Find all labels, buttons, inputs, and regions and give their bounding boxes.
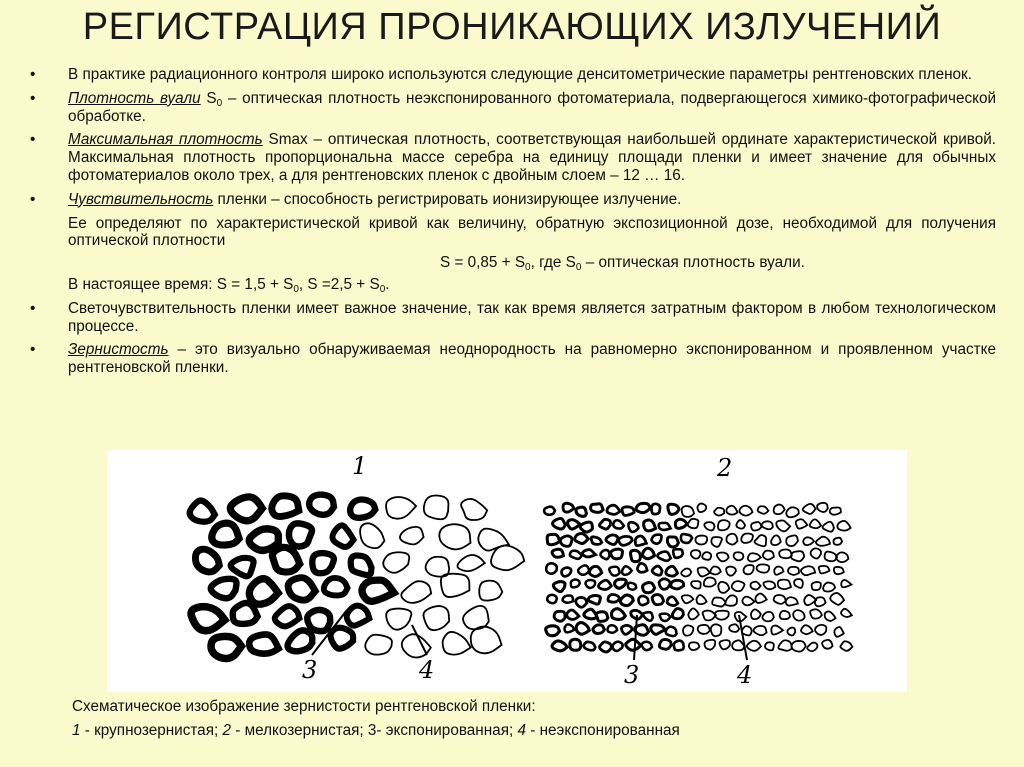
exposed-grain xyxy=(619,536,632,545)
unexposed-grain xyxy=(717,553,729,562)
exposed-grain xyxy=(643,548,655,559)
fine-grain-panel xyxy=(544,503,852,652)
exposed-grain xyxy=(589,566,601,576)
bullet-item xyxy=(30,131,996,184)
unexposed-grain xyxy=(754,626,767,635)
leader-line xyxy=(634,615,637,660)
exposed-grain xyxy=(560,536,572,546)
exposed-grain xyxy=(666,566,678,576)
unexposed-grain xyxy=(816,537,830,546)
unexposed-grain xyxy=(762,612,773,621)
exposed-grain xyxy=(611,609,625,620)
unexposed-grain xyxy=(803,504,816,514)
subscript: 0 xyxy=(379,283,386,295)
exposed-grain xyxy=(667,597,678,606)
unexposed-grain xyxy=(748,553,761,561)
unexposed-grain xyxy=(819,566,830,573)
unexposed-grain xyxy=(807,643,817,652)
bullet-text: В практике радиационного контроля широко используются следующие денситометрические параметры рентгеновских пленок. xyxy=(68,66,972,83)
unexposed-grain xyxy=(786,535,798,546)
bullet-item xyxy=(30,341,996,377)
exposed-grain xyxy=(598,580,611,589)
caption-text: - мелкозернистая; 3- экспонированная; xyxy=(231,722,518,739)
exposed-grain xyxy=(195,549,219,572)
exposed-grain xyxy=(591,504,603,513)
unexposed-grain xyxy=(810,519,821,528)
exposed-grain xyxy=(249,529,278,551)
exposed-grain xyxy=(658,552,671,561)
exposed-grain xyxy=(191,607,225,631)
exposed-grain xyxy=(553,518,566,529)
bullet-text: – это визуально обнаруживаемая неоднородность на равномерно экспонированном и проявленном участке рентгеновской пленки. xyxy=(68,341,996,377)
unexposed-grain xyxy=(703,611,716,621)
unexposed-grain xyxy=(743,565,753,574)
exposed-grain xyxy=(621,625,632,634)
exposed-grain xyxy=(289,523,312,546)
exposed-grain xyxy=(666,627,677,636)
exposed-grain xyxy=(249,579,278,605)
exposed-grain xyxy=(362,580,394,601)
nowadays-part: , S =2,5 + S xyxy=(298,275,380,293)
unexposed-grain xyxy=(360,523,384,548)
unexposed-grain xyxy=(763,551,774,560)
bullet-dot: • xyxy=(30,66,36,83)
unexposed-grain xyxy=(386,609,411,630)
unexposed-grain xyxy=(786,597,798,605)
exposed-grain xyxy=(571,580,580,588)
unexposed-grain xyxy=(729,624,739,632)
unexposed-grain xyxy=(788,567,799,575)
exposed-grain xyxy=(668,504,679,514)
unexposed-grain xyxy=(774,567,783,575)
exposed-grain xyxy=(211,636,241,658)
caption-num: 1 xyxy=(72,722,81,739)
exposed-grain xyxy=(635,536,646,546)
exposed-grain xyxy=(642,642,652,650)
label-unexposed-1: 4 xyxy=(419,656,435,684)
caption-line-1: Схематическое изображение зернистости рентгеновской пленки: xyxy=(72,698,536,715)
unexposed-grain xyxy=(747,641,761,651)
subscript: 0 xyxy=(525,262,531,274)
unexposed-grain xyxy=(726,534,737,545)
exposed-grain xyxy=(547,534,560,544)
bullet-item xyxy=(30,90,996,126)
exposed-grain xyxy=(570,551,582,559)
unexposed-grain xyxy=(830,507,841,514)
panel-label-1: 1 xyxy=(352,452,368,480)
exposed-grain xyxy=(622,507,634,516)
formula xyxy=(30,254,996,272)
unexposed-grain xyxy=(796,519,808,528)
unexposed-grain xyxy=(791,551,804,561)
exposed-grain xyxy=(568,520,581,529)
figure-caption xyxy=(72,695,972,743)
unexposed-grain xyxy=(736,520,745,529)
bullet-item xyxy=(30,300,996,336)
exposed-grain xyxy=(644,520,656,531)
unexposed-grain xyxy=(365,635,392,655)
unexposed-grain xyxy=(765,642,774,650)
exposed-grain xyxy=(637,563,647,572)
exposed-grain xyxy=(582,550,595,557)
exposed-grain xyxy=(643,583,655,593)
exposed-grain xyxy=(607,625,617,633)
unexposed-grain xyxy=(810,609,822,618)
unexposed-grain xyxy=(774,595,786,604)
term-sensitivity: Чувствительность xyxy=(68,190,214,208)
unexposed-grain xyxy=(732,640,744,650)
exposed-grain xyxy=(652,566,662,575)
unexposed-grain xyxy=(739,506,752,516)
exposed-grain xyxy=(546,563,557,573)
unexposed-grain xyxy=(691,581,701,589)
graininess-illustration xyxy=(107,450,907,692)
exposed-grain xyxy=(636,503,650,512)
exposed-grain xyxy=(233,603,258,624)
exposed-grain xyxy=(613,642,623,651)
unexposed-grain xyxy=(691,550,701,558)
unexposed-grain xyxy=(491,546,524,571)
bullet-list xyxy=(30,66,996,383)
exposed-grain xyxy=(332,525,353,547)
unexposed-grain xyxy=(734,552,744,560)
unexposed-grain xyxy=(778,640,792,651)
unexposed-grain xyxy=(471,627,502,654)
unexposed-grain xyxy=(841,580,851,587)
bullet-dot: • xyxy=(30,89,36,107)
panel-label-2: 2 xyxy=(717,454,733,482)
exposed-grain xyxy=(570,639,581,650)
unexposed-grain xyxy=(424,495,449,519)
exposed-grain xyxy=(611,549,623,559)
exposed-grain xyxy=(651,504,660,514)
unexposed-grain xyxy=(779,549,792,558)
exposed-grain xyxy=(347,606,370,626)
unexposed-grain xyxy=(762,521,773,529)
exposed-grain xyxy=(588,596,600,605)
unexposed-grain xyxy=(822,640,833,649)
exposed-grain xyxy=(350,499,375,517)
exposed-grain xyxy=(575,533,588,543)
unexposed-grain xyxy=(461,499,487,520)
unexposed-grain xyxy=(711,624,722,636)
unexposed-grain xyxy=(386,497,416,519)
unexposed-grain xyxy=(771,535,781,545)
exposed-grain xyxy=(312,553,334,573)
term-max-density: Максимальная плотность xyxy=(68,131,263,149)
caption-num: 2 xyxy=(222,722,231,739)
term-fog-density: Плотность вуали xyxy=(68,89,201,107)
unexposed-grain xyxy=(757,564,770,572)
caption-text: - неэкспонированная xyxy=(526,722,680,739)
subscript: 0 xyxy=(293,283,299,295)
unexposed-grain xyxy=(778,580,791,590)
exposed-grain xyxy=(544,507,555,515)
exposed-grain xyxy=(230,497,262,521)
exposed-grain xyxy=(620,595,633,606)
exposed-grain xyxy=(660,614,671,621)
unexposed-grain xyxy=(754,535,766,546)
exposed-grain xyxy=(630,550,640,561)
formula-part: – оптическая плотность вуали. xyxy=(581,254,805,272)
exposed-grain xyxy=(576,507,586,516)
exposed-grain xyxy=(659,639,671,649)
exposed-grain xyxy=(211,579,237,598)
exposed-grain xyxy=(607,505,620,514)
unexposed-grain xyxy=(726,567,736,576)
graininess-figure xyxy=(107,450,907,692)
unexposed-grain xyxy=(682,506,694,517)
exposed-grain xyxy=(659,579,670,589)
unexposed-grain xyxy=(834,627,843,637)
unexposed-grain xyxy=(840,641,852,651)
exposed-grain xyxy=(652,595,663,605)
exposed-grain xyxy=(288,578,315,601)
sensitivity-detail: Ее определяют по характеристической кривой как величину, обратную экспозиционной дозе, необходимой для получения оптической плотности xyxy=(68,214,996,250)
unexposed-grain xyxy=(714,508,724,516)
unexposed-grain xyxy=(688,519,699,528)
exposed-grain xyxy=(552,641,567,651)
exposed-grain xyxy=(324,578,348,595)
unexposed-grain xyxy=(712,598,726,607)
exposed-grain xyxy=(563,503,574,512)
exposed-grain xyxy=(567,610,579,619)
exposed-grain xyxy=(546,626,560,636)
exposed-grain xyxy=(628,583,636,590)
unexposed-grain xyxy=(478,529,509,551)
exposed-grain xyxy=(212,523,239,545)
caption-text: - крупнозернистая; xyxy=(80,722,223,739)
unexposed-grain xyxy=(793,610,805,621)
unexposed-grain xyxy=(776,520,790,531)
exposed-grain xyxy=(288,630,313,651)
unexposed-grain xyxy=(774,505,785,515)
exposed-grain xyxy=(671,580,684,589)
exposed-grain xyxy=(562,568,572,577)
exposed-grain xyxy=(351,556,372,575)
unexposed-grain xyxy=(786,507,798,517)
formula-part: , где S xyxy=(530,254,576,272)
unexposed-grain xyxy=(817,503,828,512)
unexposed-grain xyxy=(750,582,760,590)
symbol-s: S xyxy=(206,89,217,107)
unexposed-grain xyxy=(823,522,834,532)
unexposed-grain xyxy=(758,506,769,514)
unexposed-grain xyxy=(812,582,821,590)
exposed-grain xyxy=(190,501,215,522)
unexposed-grain xyxy=(815,625,826,635)
unexposed-grain xyxy=(837,521,850,531)
exposed-grain xyxy=(659,523,671,530)
slide-title: РЕГИСТРАЦИЯ ПРОНИКАЮЩИХ ИЗЛУЧЕНИЙ xyxy=(82,6,942,48)
unexposed-grain xyxy=(710,566,720,574)
unexposed-grain xyxy=(841,609,852,617)
exposed-grain xyxy=(275,606,300,626)
unexposed-grain xyxy=(803,537,814,545)
unexposed-grain xyxy=(479,581,502,601)
unexposed-grain xyxy=(830,593,844,605)
exposed-grain xyxy=(599,519,610,529)
exposed-grain xyxy=(615,579,627,588)
unexposed-grain xyxy=(719,640,729,649)
unexposed-grain xyxy=(457,555,484,571)
bullet-text: пленки – способность регистрировать ионизирующее излучение. xyxy=(213,190,682,208)
unexposed-grain xyxy=(833,538,842,545)
exposed-grain xyxy=(585,580,595,588)
unexposed-grain xyxy=(725,595,737,605)
unexposed-grain xyxy=(742,597,754,606)
unexposed-grain xyxy=(732,581,745,591)
unexposed-grain xyxy=(441,574,470,597)
unexposed-grain xyxy=(682,595,694,603)
exposed-grain xyxy=(674,641,684,651)
unexposed-grain xyxy=(423,606,449,630)
subscript: 0 xyxy=(575,262,582,274)
exposed-grain xyxy=(643,612,653,621)
bullet-dot: • xyxy=(30,341,36,359)
exposed-grain xyxy=(638,596,648,605)
exposed-grain xyxy=(681,534,692,543)
unexposed-grain xyxy=(771,626,783,635)
label-exposed-1: 3 xyxy=(302,656,318,684)
exposed-grain xyxy=(600,550,609,559)
exposed-grain xyxy=(578,565,589,574)
unexposed-grain xyxy=(696,595,706,604)
exposed-grain xyxy=(609,567,619,576)
unexposed-grain xyxy=(755,594,766,603)
unexposed-grain xyxy=(726,506,737,515)
nowadays-part: . xyxy=(385,275,390,293)
unexposed-grain xyxy=(439,524,470,549)
exposed-grain xyxy=(249,634,278,653)
bullet-item xyxy=(30,66,996,84)
unexposed-grain xyxy=(383,552,409,573)
exposed-grain xyxy=(628,522,638,532)
unexposed-grain xyxy=(791,641,805,652)
exposed-grain xyxy=(552,549,563,557)
exposed-grain xyxy=(563,595,574,602)
subscript: 0 xyxy=(216,97,223,109)
unexposed-grain xyxy=(704,522,714,530)
bullet-item xyxy=(30,191,996,209)
unexposed-grain xyxy=(681,569,691,577)
term-graininess: Зернистость xyxy=(68,341,169,359)
exposed-grain xyxy=(554,611,565,621)
unexposed-grain xyxy=(698,567,710,576)
unexposed-grain xyxy=(401,581,431,603)
label-exposed-2: 3 xyxy=(624,661,640,689)
exposed-grain xyxy=(272,496,299,517)
exposed-grain xyxy=(652,535,662,544)
exposed-grain xyxy=(272,547,299,572)
unexposed-grain xyxy=(751,609,761,619)
unexposed-grain xyxy=(695,536,707,545)
exposed-grain xyxy=(622,566,632,575)
unexposed-grain xyxy=(718,582,729,593)
exposed-grain xyxy=(667,537,678,547)
unexposed-grain xyxy=(702,552,711,560)
coarse-grain-panel xyxy=(190,495,525,659)
exposed-grain xyxy=(231,558,254,576)
exposed-grain xyxy=(547,595,557,603)
unexposed-grain xyxy=(689,642,700,650)
unexposed-grain xyxy=(741,533,753,542)
exposed-grain xyxy=(599,642,611,652)
unexposed-grain xyxy=(815,597,826,606)
nowadays-line xyxy=(30,276,996,294)
unexposed-grain xyxy=(763,581,775,589)
bullet-dot: • xyxy=(30,131,36,149)
unexposed-grain xyxy=(834,567,844,574)
unexposed-grain xyxy=(801,625,813,634)
exposed-grain xyxy=(608,594,620,602)
unexposed-grain xyxy=(688,608,698,619)
exposed-grain xyxy=(606,535,618,545)
unexposed-grain xyxy=(801,566,815,575)
bullet-dot: • xyxy=(30,190,36,208)
leader-line xyxy=(739,615,747,660)
exposed-grain xyxy=(626,639,641,650)
exposed-grain xyxy=(553,582,565,592)
bullet-text: Светочувствительность пленки имеет важное значение, так как время является затратным фактором в любом технологическом процессе. xyxy=(68,299,996,335)
exposed-grain xyxy=(593,625,604,634)
unexposed-grain xyxy=(825,611,836,620)
unexposed-grain xyxy=(704,578,716,587)
unexposed-grain xyxy=(705,640,716,650)
exposed-grain xyxy=(591,537,601,545)
unexposed-grain xyxy=(751,522,761,530)
unexposed-grain xyxy=(718,520,730,530)
label-unexposed-2: 4 xyxy=(737,661,753,689)
unexposed-grain xyxy=(698,625,710,634)
unexposed-grain xyxy=(711,537,722,547)
exposed-grain xyxy=(576,623,589,635)
exposed-grain xyxy=(584,642,596,650)
unexposed-grain xyxy=(794,579,803,588)
caption-line-2 xyxy=(72,719,972,743)
caption-num: 4 xyxy=(517,722,526,739)
exposed-grain xyxy=(675,519,687,528)
unexposed-grain xyxy=(811,548,821,558)
nowadays-part: В настоящее время: S = 1,5 + S xyxy=(68,275,294,293)
exposed-grain xyxy=(673,549,683,558)
exposed-grain xyxy=(651,625,665,635)
exposed-grain xyxy=(309,495,334,515)
unexposed-grain xyxy=(683,625,693,635)
exposed-grain xyxy=(576,597,587,607)
formula-part: S = 0,85 + S xyxy=(440,254,526,272)
exposed-grain xyxy=(672,609,683,619)
exposed-grain xyxy=(613,520,624,528)
exposed-grain xyxy=(331,628,354,649)
exposed-grain xyxy=(580,522,592,532)
exposed-grain xyxy=(307,610,330,631)
bullet-dot: • xyxy=(30,299,36,317)
bullet-text: – оптическая плотность неэкспонированного фотоматериала, подвергающегося химико-фотографической обработке. xyxy=(68,89,997,125)
exposed-grain xyxy=(564,624,573,632)
exposed-grain xyxy=(596,612,608,622)
unexposed-grain xyxy=(787,628,795,636)
unexposed-grain xyxy=(697,504,706,513)
unexposed-grain xyxy=(780,611,790,619)
bullet-text: Smax – оптическая плотность, соответствующая наибольшей ординате характеристической кривой. Максимальная плотность пропорциональна массе серебра на единицу площади пленки и имеет значение для обычных фотоматериалов около трех, а для рентгеновских пленок с двойным слоем – 12 … 16. xyxy=(68,131,997,184)
unexposed-grain xyxy=(443,632,471,655)
unexposed-grain xyxy=(823,583,835,592)
unexposed-grain xyxy=(400,527,424,544)
